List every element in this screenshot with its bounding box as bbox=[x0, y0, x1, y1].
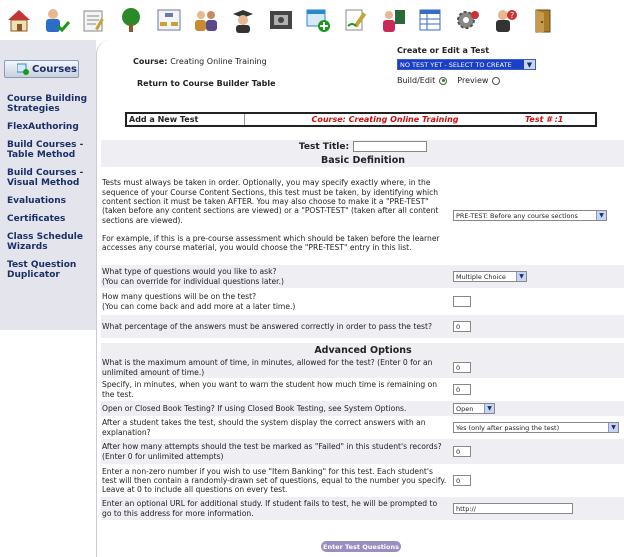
test-title-label: Test Title: bbox=[298, 141, 350, 152]
sequence-question-text: Tests must always be taken in order. Optionally, you may specify exactly where, in the sequence of your Course Content Sections, this test must be taken, by identifying which content section it must be taken AFTER. You may also choose to make it a "PRE-TEST" (taken before any content sections are viewed) or a "POST-TEST" (taken after all content sections are viewed). bbox=[102, 178, 439, 225]
preview-label: Preview bbox=[457, 76, 489, 85]
chevron-down-icon: ▼ bbox=[596, 211, 606, 220]
basic-definition-heading: Basic Definition bbox=[101, 153, 624, 167]
warn-time-question: Specify, in minutes, when you want to warn the student how much time is remaining on the test. bbox=[102, 380, 438, 399]
question-type-value: Multiple Choice bbox=[456, 272, 506, 281]
spreadsheet-icon[interactable] bbox=[415, 5, 445, 35]
sidebar-item-evaluations[interactable]: Evaluations bbox=[7, 196, 66, 206]
test-select[interactable] bbox=[397, 59, 536, 70]
sequence-example-text: For example, if this is a pre-course assessment which should be taken before the learner accesses any course material, you would choose the "PRE-TEST" entry in this list. bbox=[102, 233, 440, 253]
sidebar-item-flexauthoring[interactable]: FlexAuthoring bbox=[7, 122, 79, 132]
item-banking-question: Enter a non-zero number if you wish to use "Item Banking" for this test. Each student's test will then contain a randomly-drawn set of questions, equal to the number you specify. Leave at 0 to include all questions on every test. bbox=[102, 466, 447, 495]
attempts-question: After how many attempts should the test be marked as "Failed" in this student's records? (Enter 0 for unlimited attempts) bbox=[102, 442, 442, 461]
courses-button-label: Courses bbox=[32, 63, 77, 75]
show-answers-select[interactable] bbox=[453, 422, 619, 433]
add-new-test-label: Add a New Test bbox=[127, 114, 245, 125]
attempts-input[interactable]: 0 bbox=[453, 446, 471, 457]
advanced-options-heading: Advanced Options bbox=[101, 343, 624, 357]
course-value: Creating Online Training bbox=[170, 57, 267, 66]
sequence-row bbox=[101, 167, 624, 265]
show-answers-question: After a student takes the test, should the system display the correct answers with an explanation? bbox=[102, 418, 426, 437]
course-label: Course: bbox=[133, 57, 168, 66]
pass-percentage-row bbox=[101, 315, 624, 339]
graduate-icon[interactable] bbox=[228, 5, 258, 35]
build-edit-label: Build/Edit bbox=[397, 76, 436, 85]
max-time-question: What is the maximum amount of time, in minutes, allowed for the test? (Enter 0 for an unlimited amount of time.) bbox=[102, 358, 433, 377]
course-info bbox=[133, 57, 267, 66]
sequence-question bbox=[101, 176, 449, 254]
add-window-icon[interactable] bbox=[303, 5, 333, 35]
test-box-course: Course: Creating Online Training bbox=[311, 115, 459, 124]
document-edit-icon[interactable] bbox=[79, 5, 109, 35]
item-banking-row bbox=[101, 465, 624, 497]
top-toolbar bbox=[0, 0, 624, 40]
question-count-question: How many questions will be on the test? (You can come back and add more at a later time.) bbox=[102, 292, 296, 311]
svg-text:?: ? bbox=[510, 11, 515, 20]
question-type-question: What type of questions would you like to ask? (You can override for individual questions later.) bbox=[102, 267, 284, 286]
open-closed-question: Open or Closed Book Testing? If using Closed Book Testing, see System Options. bbox=[102, 403, 407, 413]
question-type-row bbox=[101, 265, 624, 289]
item-banking-input[interactable]: 0 bbox=[453, 475, 471, 486]
sidebar bbox=[0, 40, 96, 330]
chevron-down-icon: ▼ bbox=[516, 272, 526, 281]
pen-sign-icon[interactable] bbox=[341, 5, 371, 35]
enter-test-questions-button[interactable]: Enter Test Questions bbox=[323, 542, 399, 551]
pass-percentage-question: What percentage of the answers must be answered correctly in order to pass the test? bbox=[102, 321, 432, 331]
return-to-course-builder-link[interactable]: Return to Course Builder Table bbox=[137, 79, 276, 88]
build-edit-radio[interactable] bbox=[439, 77, 447, 85]
home-icon[interactable] bbox=[4, 5, 34, 35]
pass-percentage-input[interactable]: 0 bbox=[453, 321, 471, 332]
tree-icon[interactable] bbox=[116, 5, 146, 35]
sidebar-links bbox=[7, 94, 95, 288]
study-url-row bbox=[101, 497, 624, 521]
chevron-down-icon: ▼ bbox=[524, 60, 535, 69]
attempts-row bbox=[101, 439, 624, 465]
mode-radio-group bbox=[397, 76, 504, 85]
settings-gear-icon[interactable] bbox=[453, 5, 483, 35]
sidebar-item-build-table[interactable]: Build Courses - Table Method bbox=[7, 140, 84, 160]
sidebar-item-class-schedule-wizards[interactable]: Class Schedule Wizards bbox=[7, 232, 83, 252]
warn-time-row bbox=[101, 379, 624, 401]
test-title-row bbox=[101, 140, 624, 153]
video-film-icon[interactable] bbox=[266, 5, 296, 35]
user-check-icon[interactable] bbox=[41, 5, 71, 35]
test-position-select[interactable] bbox=[453, 210, 607, 221]
sidebar-item-certificates[interactable]: Certificates bbox=[7, 214, 66, 224]
sidebar-item-test-question-duplicator[interactable]: Test Question Duplicator bbox=[7, 260, 77, 280]
study-url-input[interactable]: http:// bbox=[453, 503, 573, 514]
sidebar-item-build-visual[interactable]: Build Courses - Visual Method bbox=[7, 168, 84, 188]
test-definition-form bbox=[101, 140, 624, 521]
study-url-question: Enter an optional URL for additional study. If student fails to test, he will be prompted to go to this address for more information. bbox=[102, 499, 438, 518]
open-closed-value: Open bbox=[456, 404, 474, 413]
question-count-input[interactable] bbox=[453, 296, 471, 307]
show-answers-row bbox=[101, 417, 624, 439]
add-window-icon bbox=[17, 63, 29, 75]
test-position-value: PRE-TEST: Before any course sections bbox=[456, 211, 578, 220]
max-time-row bbox=[101, 357, 624, 379]
chevron-down-icon: ▼ bbox=[484, 404, 494, 413]
test-select-value: NO TEST YET - SELECT TO CREATE bbox=[400, 60, 512, 69]
chevron-down-icon: ▼ bbox=[608, 423, 618, 432]
open-closed-select[interactable] bbox=[453, 403, 495, 414]
exit-door-icon[interactable] bbox=[527, 5, 557, 35]
sidebar-item-course-building-strategies[interactable]: Course Building Strategies bbox=[7, 94, 88, 114]
instructor-icon[interactable] bbox=[378, 5, 408, 35]
create-edit-test-title: Create or Edit a Test bbox=[397, 46, 490, 55]
open-closed-row bbox=[101, 401, 624, 417]
max-time-input[interactable]: 0 bbox=[453, 362, 471, 373]
organization-chart-icon[interactable] bbox=[154, 5, 184, 35]
warn-time-input[interactable]: 0 bbox=[453, 384, 471, 395]
help-user-icon[interactable] bbox=[490, 5, 520, 35]
test-title-input[interactable] bbox=[353, 141, 427, 152]
group-users-icon[interactable] bbox=[191, 5, 221, 35]
preview-radio[interactable] bbox=[492, 77, 500, 85]
courses-button[interactable] bbox=[4, 60, 79, 78]
show-answers-value: Yes (only after passing the test) bbox=[456, 423, 560, 432]
test-header-box bbox=[125, 112, 597, 127]
test-number: Test # :1 bbox=[525, 115, 564, 124]
question-count-row bbox=[101, 289, 624, 315]
question-type-select[interactable] bbox=[453, 271, 527, 282]
main-panel bbox=[96, 40, 624, 557]
